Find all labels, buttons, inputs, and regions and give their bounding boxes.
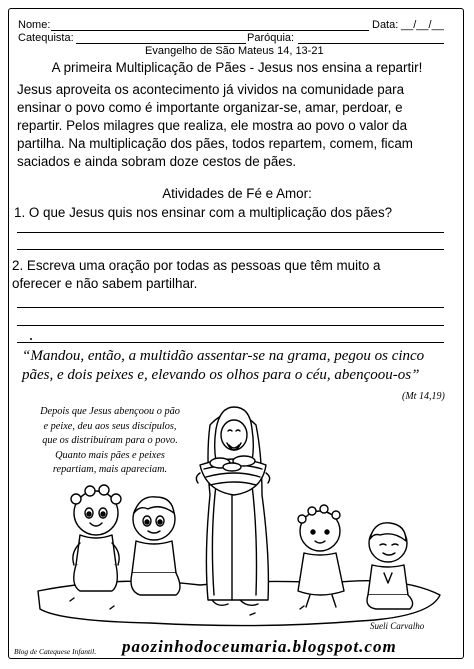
page-title: A primeira Multiplicação de Pães - Jesus nos ensina a repartir! <box>51 60 423 75</box>
quote-line: “Mandou, então, a multidão assentar-se na grama, pegou os cinco <box>22 348 425 364</box>
artist-signature: Sueli Carvalho <box>370 621 425 631</box>
catechist-label: Catequista: <box>18 32 74 44</box>
question-2-line: 2. Escreva uma oração por todas as pessoas que têm muito a <box>12 258 381 273</box>
intro-line: partilha. Na multiplicação dos pães, todos repartem, comem, ficam <box>17 136 413 151</box>
answer-line[interactable] <box>17 342 444 343</box>
stray-dot <box>30 338 32 340</box>
answer-line[interactable] <box>17 249 444 250</box>
intro-line: ensinar o povo como é importante organizar-se, amar, perdoar, e <box>17 100 403 115</box>
question-2-line: oferecer e não sabem partilhar. <box>12 276 198 291</box>
answer-line[interactable] <box>17 325 444 326</box>
gospel-reference: Evangelho de São Mateus 14, 13-21 <box>145 45 324 57</box>
blog-name: Blog de Catequese Infantil. <box>14 647 97 656</box>
answer-line[interactable] <box>17 307 444 308</box>
quote-reference: (Mt 14,19) <box>402 391 445 402</box>
answer-line[interactable] <box>17 232 444 233</box>
caption-line: e peixe, deu aos seus discípulos, <box>43 420 177 432</box>
quote-line: pães, e dois peixes e, elevando os olhos para o céu, abençoou-os” <box>22 367 420 383</box>
caption-line: Quanto mais pães e peixes <box>55 449 165 461</box>
intro-paragraph <box>17 81 413 171</box>
date-label: Data: <box>372 19 399 31</box>
parish-field[interactable] <box>298 43 444 44</box>
caption-line: Depois que Jesus abençoou o pão <box>40 406 180 417</box>
catechist-field[interactable] <box>76 43 246 44</box>
blog-url[interactable]: paozinhodoceumaria.blogspot.com <box>122 637 397 656</box>
name-field[interactable] <box>51 30 369 31</box>
question-2 <box>12 257 380 293</box>
name-label: Nome: <box>18 19 51 31</box>
parish-label: Paróquia: <box>247 32 295 44</box>
date-field[interactable]: __/__/__ <box>401 19 444 31</box>
intro-line: Jesus aproveita os acontecimento já vividos na comunidade para <box>17 82 405 97</box>
intro-line: repartir. Pelos milagres que realiza, ele mostra ao povo o valor da <box>17 118 408 133</box>
question-1: 1. O que Jesus quis nos ensinar com a multiplicação dos pães? <box>14 205 393 220</box>
jesus-children-illustration <box>0 395 474 635</box>
activities-heading: Atividades de Fé e Amor: <box>162 186 312 201</box>
caption-line: repartiam, mais apareciam. <box>52 464 168 476</box>
bible-quote <box>22 347 424 385</box>
intro-line: saciados e ainda sobram doze cestos de pães. <box>17 154 297 169</box>
caption-line: que os distribuíram para o povo. <box>42 435 178 447</box>
